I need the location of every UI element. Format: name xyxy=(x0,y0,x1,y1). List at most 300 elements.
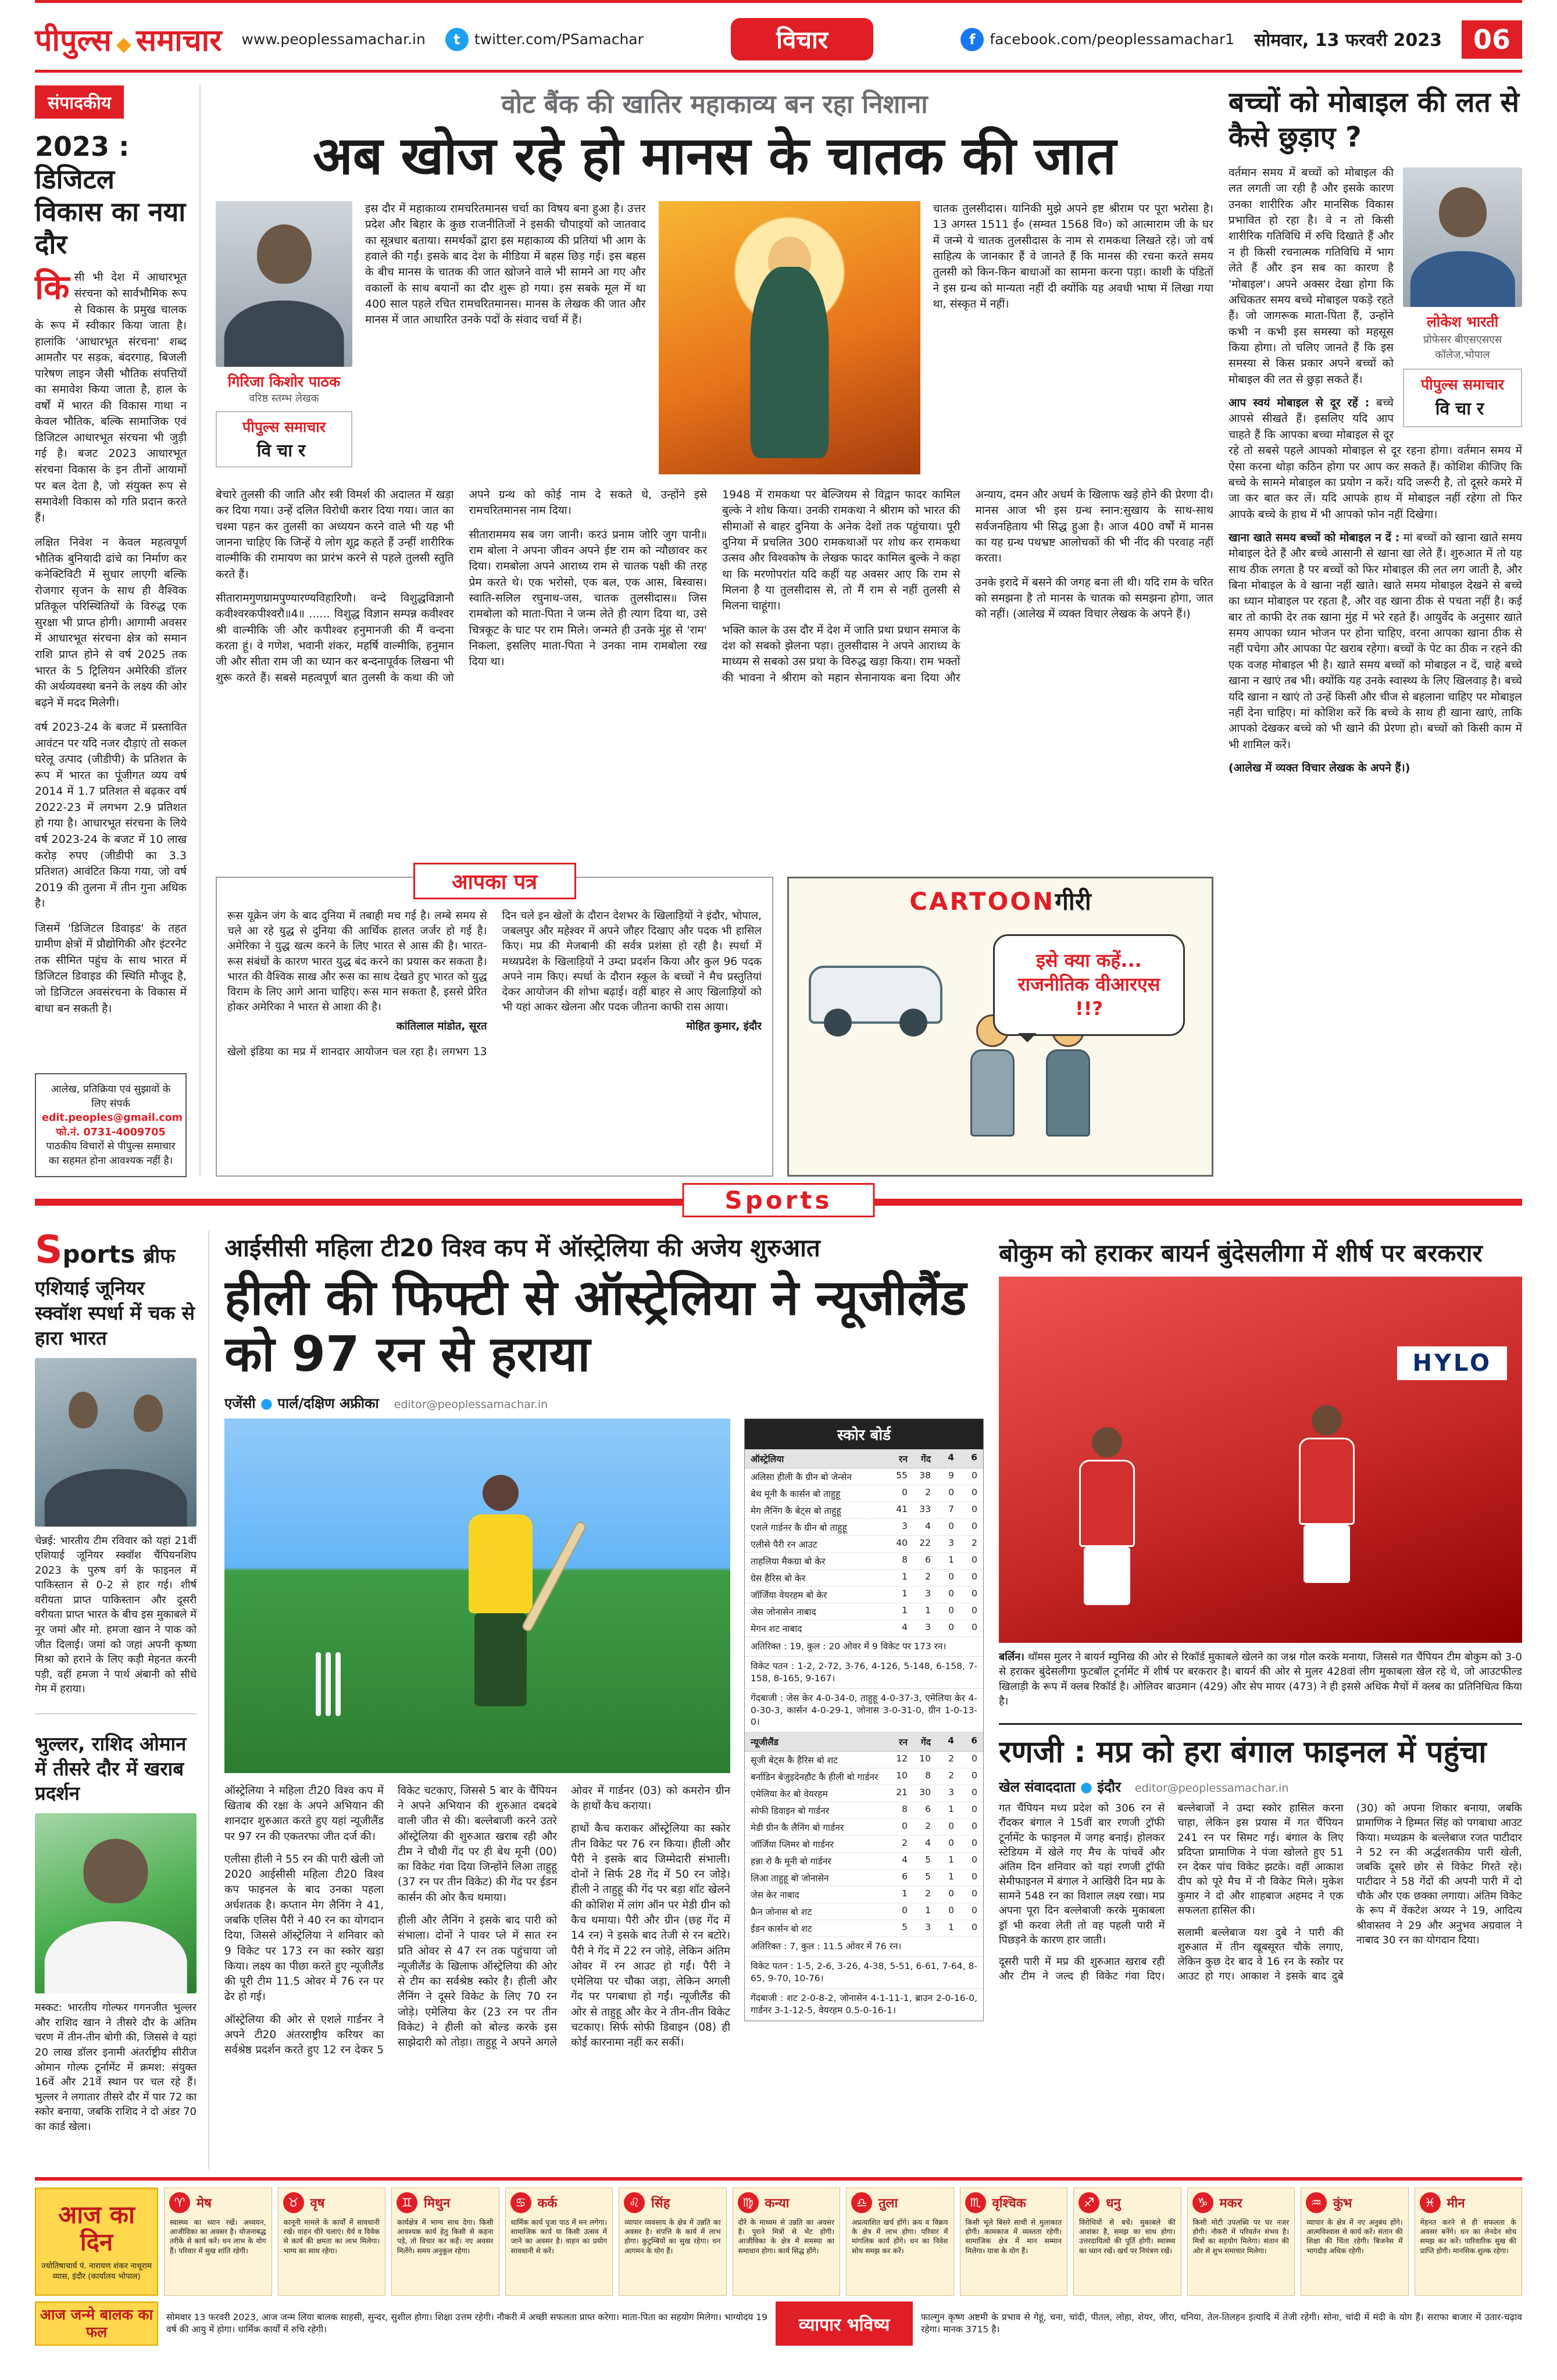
football-photo xyxy=(999,1277,1522,1643)
scoreboard-row xyxy=(745,1819,983,1836)
scoreboard-row xyxy=(745,1620,983,1637)
cartoon-figure-2 xyxy=(1039,1014,1097,1160)
website-link[interactable] xyxy=(241,31,425,48)
balls: 4 xyxy=(925,1520,931,1531)
sports-right-column xyxy=(999,1231,1522,2169)
ranji-agency xyxy=(999,1777,1121,1796)
zodiac-name: तुला xyxy=(879,2196,898,2211)
dateline: पार्ल/दक्षिण अफ्रीका xyxy=(277,1395,379,1411)
batter-name: मेडी ग्रीन कै लैनिंग बो गार्डनर xyxy=(751,1822,844,1834)
scoreboard-row xyxy=(745,1586,983,1603)
mobile-subhead: आप स्वयं मोबाइल से दूर रहें : xyxy=(1229,396,1370,410)
golfer-photo xyxy=(35,1813,197,1993)
cricket-byline xyxy=(224,1393,984,1413)
author-role: वरिष्ठ स्तम्भ लेखक xyxy=(249,392,319,405)
balls: 5 xyxy=(925,1871,931,1882)
brand-word-1: पीपुल्स xyxy=(35,23,112,58)
fours: 0 xyxy=(948,1571,954,1582)
zodiac-name: मकर xyxy=(1219,2196,1242,2211)
batter-name: अलिसा हीली कै ग्रीन बो जेन्सेन xyxy=(751,1471,852,1482)
batter-name: ईडन कार्सन बो शट xyxy=(751,1924,812,1935)
football-headline: बोकुम को हराकर बायर्न बुंदेसलीगा में शीर्ष पर बरकरार xyxy=(999,1239,1483,1267)
zodiac-icon: ♋ xyxy=(510,2192,531,2213)
brand-card-top: पीपुल्स समाचार xyxy=(242,418,326,435)
fours: 9 xyxy=(948,1470,954,1481)
cartoon-title-hi: गीरी xyxy=(1055,887,1091,916)
scoreboard-team1-header xyxy=(745,1449,983,1468)
mobile-author-photo-head xyxy=(1439,187,1487,237)
scoreboard-row xyxy=(745,1485,983,1502)
footballer-legs xyxy=(1084,1547,1130,1605)
zodiac-cell xyxy=(391,2188,499,2296)
fours: 1 xyxy=(948,1804,954,1815)
scoreboard-row xyxy=(745,1886,983,1903)
runs: 41 xyxy=(896,1503,908,1514)
mobile-paragraph-text: मां बच्चों को खाना खाते समय मोबाइल देते हैं और बच्चे आसानी से खाना खा लेते हैं। शुरुआत में तो यह साथ ठीक लगता है पर बच्चों को फिर मोबाइल की लत लग जाती है, और बिना मोबाइल के वे खाना नहीं खाते। खाते समय मोबाइल देखने से बच्चे का ध्यान मोबाइल पर रहता है, और वह खाना ठीक से पचता नहीं है। कई बार तो काफी देर तक खाना मुंह में भरे रहते हैं। आयुर्वेद के अनुसार खाते समय आपका ध्यान भोजन पर होना चाहिए, वरना आपका खाना ठीक से नहीं पचेगा और आपका पेट खराब रहेगा। बच्चों के पेट का ठीक न रहने की एक वजह मोबाइल भी है। खाते समय बच्चों को मोबाइल न दें, चाहे बच्चे खाना न खाएं तब भी। क्योंकि यह उनके स्वास्थ्य के लिए खिलवाड़ है। बच्चे यदि खाना न खाएं तो उन्हें किसी और चीज से बहलाना चाहिए पर मोबाइल नहीं देना चाहिए। मां कोशिश करें कि बच्चे के साथ ही खाना खाएं, ताकि आपको देखकर बच्चे को भी खाने की प्रेरणा हो। बच्चों को किसी काम में भी शामिल करें। xyxy=(1229,531,1522,751)
mobile-author-photo xyxy=(1403,167,1522,307)
scoreboard-note: विकेट पतन : 1-5, 2-6, 3-26, 4-38, 5-51, 6-61, 7-64, 8-65, 9-70, 10-76। xyxy=(745,1957,983,1989)
cricket-kicker: आईसीसी महिला टी20 विश्व कप में ऑस्ट्रेलिया की अजेय शुरुआत xyxy=(224,1234,820,1262)
ranji-body xyxy=(999,1801,1522,2103)
scoreboard-row xyxy=(745,1603,983,1620)
golf-story xyxy=(35,1713,197,2135)
twitter-icon: t xyxy=(445,28,469,51)
col-fours: 4 xyxy=(948,1452,954,1463)
zodiac-icon: ♈ xyxy=(169,2192,190,2213)
runs: 40 xyxy=(896,1537,908,1548)
ranji-story xyxy=(999,1723,1522,2103)
main-article-paragraph: भक्ति काल के उस दौर में देश में जाति प्रथा प्रधान समाज के दंश को सबको झेलना पड़ा। तुलसीदास ने अपने आराध्य के माध्यम से सबको उस प्रथा के विरुद्ध खड़ा किया। राम भक्तों की भावना ने श्रीराम को महान सेनानायक बना दिया और अन्याय, दमन और अधर्म के खिलाफ खड़े होने की प्रेरणा दी। मानस आज भी इस ग्रन्थ स्नान:सुखाय के साथ-साथ सर्वजनहिताय भी सिद्ध हुआ है। आज 400 वर्षों में मानस का यह ग्रन्थ पथभ्रष्ट आलोचकों की भी नींद की परवाह नहीं करता। xyxy=(722,488,1213,684)
scoreboard-row xyxy=(745,1468,983,1485)
main-article-paragraph: सीताराममय सब जग जानी। करउं प्रनाम जोरि जुग पानी॥ राम बोला ने अपना जीवन अपने ईष्ट राम को न्यौछावर कर दिया। रामबोला अपने आराध्य राम से चातक पक्षी की तरह प्रेम करते थे। एक भरोसो, एक बल, एक आस, बिस्वास। स्वाति-सलिल रघुनाथ-जस, चातक तुलसीदास॥ जिस रामबोला को माता-पिता ने जन्म लेते ही त्याग दिया था, उसे चित्रकूट के घाट पर राम मिले। जन्मते ही उनके मुंह से 'राम' निकला, इसलिए माता-पिता ने उनका नाम रामबोला रख दिया था। xyxy=(469,528,707,669)
brand-diamond-icon: ◆ xyxy=(116,33,131,56)
football-caption-lead: बर्लिन। xyxy=(999,1650,1024,1663)
sixes: 0 xyxy=(972,1470,977,1481)
letters-list xyxy=(227,909,762,1159)
brand-card xyxy=(1403,369,1522,427)
brand-logo xyxy=(35,19,222,60)
batter-name: लिआ ताहुहू बो जोनासेन xyxy=(751,1873,829,1884)
sports-brief-logo-rest: ports xyxy=(62,1240,135,1268)
cartoon-title xyxy=(795,884,1206,917)
football-caption xyxy=(999,1650,1522,1709)
main-article-paragraph: सीतारामगुणग्रामपुण्यारण्यविहारिणौ। वन्दे विशुद्धविज्ञानौ कवीश्वरकपीश्वरौ॥4॥ ...... विशुद्ध विज्ञान सम्पन्न कवीश्वर श्री वाल्मीकि जी और कपीश्वर हनुमानजी की मैं वन्दना करता हूं। वे गणेश, भवानी शंकर, महर्षि वाल्मीकि, हनुमान जी और सीता राम जी का ध्यान कर बन्दनापूर्वक लिखना भी शुरू करते हैं। सबसे महत्वपूर्ण बात तुलसी के कथा की जो अपने ग्रन्थ को कोई नाम दे सकते थे, उन्होंने इसे रामचरितमानस नाम दिया। xyxy=(216,488,707,684)
runs: 1 xyxy=(902,1571,908,1582)
balls: 3 xyxy=(925,1621,931,1632)
col-sixes: 6 xyxy=(971,1452,977,1463)
scoreboard-aus-notes xyxy=(745,1637,983,1733)
sixes: 0 xyxy=(972,1621,977,1632)
runs: 8 xyxy=(902,1804,908,1815)
scoreboard-nz-rows xyxy=(745,1752,983,1937)
ad-board: HYLO xyxy=(1397,1346,1507,1380)
horoscope-title: आज का दिन xyxy=(58,2200,135,2257)
zodiac-prediction: व्यापार के क्षेत्र में नए अनुबंध होंगे। आत्मविश्वास से कार्य करें। संतान की शिक्षा की चिंता रहेगी। बिजनेस में भागदौड़ अधिक रहेगी। xyxy=(1306,2218,1403,2255)
sports-brief-column xyxy=(35,1231,209,2169)
cricket-article xyxy=(224,1231,984,2169)
sixes: 0 xyxy=(972,1804,977,1815)
runs: 55 xyxy=(896,1470,908,1481)
ranji-email[interactable]: editor@peoplessamachar.in xyxy=(1134,1782,1289,1795)
runs: 4 xyxy=(902,1621,908,1632)
scoreboard-row xyxy=(745,1768,983,1785)
facebook-url[interactable]: facebook.com/peoplessamachar1 xyxy=(990,31,1235,48)
zodiac-cell xyxy=(278,2188,386,2296)
batter-name: बर्नाडिन बेजुइदेनहौट कै हीली बो गार्डनर xyxy=(751,1772,879,1783)
scoreboard-note: गेंदबाजी : जेस केर 4-0-34-0, ताहुहू 4-0-37-3, एमेलिया केर 4-0-30-3, कार्सन 4-0-29-1, जोनास 3-0-31-0, ग्रीन 1-0-13-0। xyxy=(745,1689,983,1733)
scoreboard-row xyxy=(745,1802,983,1819)
zodiac-name: कुंभ xyxy=(1333,2196,1352,2211)
footer-bottom-row xyxy=(35,2302,1522,2346)
facebook-link[interactable] xyxy=(960,28,1234,51)
col-balls: गेंद xyxy=(921,1453,931,1464)
zodiac-prediction: किसी मोटी उपलब्धि पर घर नजर होगी। नौकरी में परिवर्तन संभव है। मित्रों का सहयोग मिलेगा। संतान की ओर से शुभ समाचार मिलेगा। xyxy=(1192,2218,1289,2255)
col-runs: रन xyxy=(899,1737,908,1748)
scoreboard-row xyxy=(745,1920,983,1937)
sports-brief-logo xyxy=(35,1231,197,1272)
fours: 2 xyxy=(948,1770,954,1781)
contact-heading: आलेख, प्रतिक्रिया एवं सुझावों के लिए संपर्क xyxy=(51,1084,171,1110)
zodiac-prediction: दौरे के माध्यम से उन्नति का अवसर है। पुराने मित्रों से भेंट होगी। आजीविका के क्षेत्र में समस्या का समाधान होगा। कार्य सिद्ध होंगे। xyxy=(738,2218,834,2255)
footballer-silhouette xyxy=(1292,1405,1362,1591)
brand-word-2: समाचार xyxy=(135,23,222,58)
horoscope-row xyxy=(35,2188,1522,2296)
sixes: 0 xyxy=(972,1554,977,1565)
zodiac-icon: ♍ xyxy=(738,2192,759,2213)
sixes: 0 xyxy=(972,1770,977,1781)
mobile-paragraph-text: बच्चे आपसे सीखते हैं। इसलिए यदि आप चाहते हैं कि आपका बच्चा मोबाइल से दूर रहे तो सबसे पहले आपको मोबाइल से दूर रहना होगा। वर्तमान समय में ऐसा करना थोड़ा कठिन होगा पर आप कर सकते हैं। कोशिश कीजिए कि बच्चे के सामने मोबाइल का प्रयोग न करें। यदि जरूरी है, तो दूसरे कमरे में जा कर बात कर लें। यदि आपके हाथ में मोबाइल नहीं रहेगा तो फिर आपके बच्चे के हाथ में भी आपको फोन नहीं दिखेगा। xyxy=(1229,396,1522,521)
fours: 0 xyxy=(948,1905,954,1916)
zodiac-name: धनु xyxy=(1106,2196,1121,2211)
ranji-paragraph: गत चैंपियन मध्य प्रदेश को 306 रन से रौंदकर बंगाल ने 15वीं बार रणजी ट्रॉफी टूर्नामेंट के फाइनल में जगह बनाई। होलकर स्टेडियम में खेले गए मैच के पांचवें और अंतिम दिन शनिवार को यहां रणजी ट्रॉफी सेमीफाइनल में बंगाल ने आखिरी दिन मप्र के सामने 548 रन का विशाल लक्ष्य रखा। मप्र अपना पूरा दिन बल्लेबाजी करके मुकाबला ड्रॉ भी करवा लेती तो वह पहली पारी में पिछड़ने के कारण हार जाती। xyxy=(999,1802,1165,1946)
sixes: 0 xyxy=(972,1821,977,1832)
footballer-head xyxy=(1312,1405,1342,1435)
fours: 3 xyxy=(948,1537,954,1548)
author-name: गिरिजा किशोर पाठक xyxy=(227,373,341,390)
squash-team-photo xyxy=(35,1358,197,1527)
zodiac-icon: ♎ xyxy=(851,2192,872,2213)
fours: 1 xyxy=(948,1554,954,1565)
cricket-body xyxy=(224,1784,730,2156)
batter-name: एमेलिया केर बो वेयरहम xyxy=(751,1789,828,1800)
fours: 7 xyxy=(948,1503,954,1514)
cartoon-figure-body xyxy=(970,1049,1015,1137)
zodiac-icon: ♊ xyxy=(397,2192,417,2213)
runs: 10 xyxy=(896,1770,908,1781)
scoreboard-row xyxy=(745,1752,983,1768)
runs: 21 xyxy=(896,1787,908,1798)
sixes: 0 xyxy=(972,1787,977,1798)
horoscope-section xyxy=(35,2177,1522,2346)
zodiac-name: मेष xyxy=(197,2196,212,2211)
masthead xyxy=(0,3,1557,70)
zodiac-name: वृश्चिक xyxy=(992,2196,1026,2211)
editorial-paragraph: लक्षित निवेश न केवल महत्वपूर्ण भौतिक बुनियादी ढांचे का निर्माण कर कनेक्टिविटी में सुधार लाएगी बल्कि रोजगार सृजन के साथ ही वैश्विक प्रतिकूल परिस्थितियों के विरुद्ध एक सुरक्षा भी प्राप्त होगी। आगामी अवसर में आधारभूत संरचना क्षेत्र को समान राशि प्राप्त होने से वर्ष 2025 तक भारत के 5 ट्रिलियन अमेरिकी डॉलर की अर्थव्यवस्था बनने के लक्ष्य की ओर बढ़ने में मदद मिलेगी। xyxy=(35,536,187,709)
footballer-head xyxy=(1092,1427,1122,1457)
mobile-subhead: खाना खाते समय बच्चों को मोबाइल न दें : xyxy=(1229,531,1400,544)
facebook-icon: f xyxy=(960,28,984,51)
footballer-silhouette xyxy=(1072,1427,1142,1613)
astrologer-name: ज्योतिषाचार्य पं. नारायण शंकर नाथूराम व्यास, इंदौर (कार्यालय भोपाल) xyxy=(41,2261,152,2282)
main-article-paragraph: बेचारे तुलसी की जाति और स्त्री विमर्श की अदालत में खड़ा कर दिया गया। उन्हें दलित विरोधी करार दिया गया। जात का चश्मा पहन कर तुलसी का अध्ययन करने वाले भी यह भी जानना चाहिए कि जिन्हें ये लोग शूद्र कहते हैं उन्हीं शारीरिक वाल्मीकि की रामायण का प्रारंभ करने से पहले तुलसी स्तुति करते हैं। xyxy=(216,488,454,581)
main-article-top-row xyxy=(216,201,1213,474)
scoreboard xyxy=(744,1418,984,2021)
zodiac-prediction: किसी भूले बिसरे साथी से मुलाकात होगी। कामकाज में व्यस्तता रहेगी। सामाजिक क्षेत्र में मान सम्मान मिलेगा। यात्रा के योग हैं। xyxy=(965,2218,1062,2255)
zodiac-cell xyxy=(733,2188,841,2296)
cricket-headline: हीली की फिफ्टी से ऑस्ट्रेलिया ने न्यूजीलैंड को 97 रन से हराया xyxy=(224,1269,967,1383)
cricket-paragraph: एलीसा हीली ने 55 रन की पारी खेली जो 2020 आईसीसी महिला टी20 विश्व कप फाइनल के बाद उनका पहला अर्धशतक है। कप्तान मेग लैनिंग ने 41, जबकि एलिस पैरी ने 40 रन का योगदान दिया, जिससे ऑस्ट्रेलिया ने शनिवार को 9 विकेट पर 173 रन का स्कोर खड़ा किया। लक्ष्य का पीछा करते हुए न्यूजीलैंड की पूरी टीम 11.5 ओवर में 76 रन पर ढेर हो गई। xyxy=(224,1853,384,2003)
brand-card-bottom: विचार xyxy=(256,440,312,461)
main-article-col-a: इस दौर में महाकाव्य रामचरितमानस चर्चा का विषय बना हुआ है। उत्तर प्रदेश और बिहार के कुछ राजनीतिजों ने इसकी चौपाइयों को जातवाद का सूत्रधार बताया। समर्थकों द्वारा इस महाकाव्य की प्रतियां भी आग के हवाले की गईं। इसके बाद देश के मीडिया में बहस छिड़ गई। इस बहस के बीच मानस के चातक की जात खोजने वाले भी सामने आ गए और वकालों के साथ बयानों का दौर शुरू हो गया। इस सबके मूल में था 400 साल पहले रचित रामचरितमानस। मानस के लेखक की जात और मानस में जात आधारित उनके पदों के संवाद चर्चा में हैं। xyxy=(365,202,646,327)
sixes: 0 xyxy=(972,1854,977,1866)
golf-body: मस्कट: भारतीय गोल्फर गगनजीत भुल्लर और राशिद खान ने तीसरे दौर के अंतिम चरण में तीन-तीन बोगी की, जिससे वे यहां 20 लाख डॉलर इनामी अंतर्राष्ट्रीय सीरीज ओमान गोल्फ टूर्नामेंट में क्रमश: संयुक्त 16वें और 21वें स्थान पर चल रहे हैं। भुल्लर ने लगातार तीसरे दौर में पार 72 का स्कोर बनाया, जबकि राशिद ने दो अंडर 70 का कार्ड खेला। xyxy=(35,2002,197,2133)
balls: 10 xyxy=(919,1753,931,1764)
brand-card xyxy=(216,411,352,467)
scoreboard-row xyxy=(745,1903,983,1920)
editorial-tab: संपादकीय xyxy=(35,85,124,119)
col-balls: गेंद xyxy=(921,1737,931,1748)
scoreboard-title: स्कोर बोर्ड xyxy=(745,1419,983,1449)
sixes: 0 xyxy=(972,1571,977,1582)
squash-body: चेन्नई: भारतीय टीम रविवार को यहां 21वीं एशियाई जूनियर स्क्वॉश चैंपियनशिप 2023 के पुरुष वर्ग के फाइनल में पाकिस्तान से 0-2 से हार गई। शीर्ष वरीयता प्राप्त पाकिस्तान और दूसरी वरीयता प्राप्त भारत के बीच इस मुकाबले में नूर जमां और मो. हमजा खान ने पाक को जीत दिलाई। जमां को जहां अपनी कृष्णा मिश्रा को हराने के लिए कड़ी मेहनत करनी पड़ी, वहीं हमजा ने पार्थ अंबानी को सीधे गेम में हराया। xyxy=(35,1534,197,1696)
fours: 0 xyxy=(948,1486,954,1498)
stumps-icon xyxy=(316,1652,341,1716)
horoscope-title-box xyxy=(35,2188,158,2296)
ranji-paragraph: दूसरी पारी में मप्र की शुरुआत खराब रही और टीम ने जल्द ही विकेट गंवा दिए। बल्लेबाजों ने उम्दा स्कोर हासिल करना चाहा, लेकिन इस प्रयास में गत चैंपियन 241 रन पर सिमट गई। बंगाल के लिए प्रदिप्ता प्रामाणिक ने पंजा खोलते हुए 51 रन देकर पांच विकेट झटके। वहीं आकाश दीप को पूरे मैच में नौ विकेट मिले। मुकेश कुमार ने दो और शाहबाज अहमद ने एक सफलता हासिल की। xyxy=(999,1802,1344,1983)
sports-brief-logo-s: S xyxy=(35,1231,63,1272)
zodiac-prediction: कार्यक्षेत्र में भाग्य साथ देगा। किसी आवश्यक कार्य हेतु किसी से कहना पड़े, तो विचार कर कहें। नए अवसर मिलेंगे। समय अनुकूल रहेगा। xyxy=(397,2218,494,2255)
fours: 0 xyxy=(948,1604,954,1616)
main-article-body xyxy=(216,487,1213,848)
col-runs: रन xyxy=(899,1453,908,1464)
agency-name: एजेंसी xyxy=(224,1395,256,1411)
zodiac-cell xyxy=(1301,2188,1409,2296)
col-sixes: 6 xyxy=(971,1735,977,1746)
cricket-paragraph: ऑस्ट्रेलिया ने महिला टी20 विश्व कप में खिताब की रक्षा के अपने अभियान की शानदार शुरुआत करते हुए यहां न्यूजीलैंड पर 97 रन की एकतरफा जीत दर्ज की। xyxy=(224,1784,384,1843)
ranji-paragraph: सलामी बल्लेबाज यश दुबे ने पारी की शुरुआत में तीन खूबसूरत चौके लगाए, लेकिन कुछ देर बाद वे 16 रन के स्कोर पर आउट हो गए। आकाश ने इसके बाद दुबे (30) को अपना शिकार बनाया, जबकि प्रामाणिक ने हिम्मत सिंह को पगबाधा आउट किया। मध्यक्रम के बल्लेबाज रजत पाटीदार ने 52 रन की अर्द्धशतकीय पारी खेली, जबकि दूसरे छोर से विकेट गिरते रहे। पाटीदार ने 58 गेंदों की अपनी पारी में दो चौके और एक छक्का लगाया। अंतिम विकेट के रूप में वेंकटेश अय्यर ने 19, आदित्य श्रीवास्तव ने 29 और अनुभव अग्रवाल ने नाबाद 30 रन का योगदान दिया। xyxy=(1177,1802,1522,1983)
team1-name: ऑस्ट्रेलिया xyxy=(751,1453,784,1464)
zodiac-icon: ♑ xyxy=(1192,2192,1213,2213)
author-card xyxy=(216,201,352,474)
editorial-body xyxy=(35,267,187,1025)
col-fours: 4 xyxy=(948,1735,954,1746)
mobile-article-disclaimer: (आलेख में व्यक्त विचार लेखक के अपने हैं।) xyxy=(1229,761,1410,774)
batter-name: जॉर्जिया प्लिमर बो गार्डनर xyxy=(751,1839,834,1850)
balls: 38 xyxy=(919,1470,931,1481)
zodiac-prediction: कानूनी मामले के कार्यों में सावधानी रखें। वाहन धीरे चलाएं। धैर्य व विवेक से कार्य की क्षमता का लाभ मिलेगा। भाग्य का साथ रहेगा। xyxy=(283,2218,380,2255)
runs: 3 xyxy=(902,1520,908,1531)
balls: 5 xyxy=(925,1854,931,1866)
scoreboard-aus-rows xyxy=(745,1468,983,1637)
balls: 3 xyxy=(925,1922,931,1933)
zodiac-cell xyxy=(960,2188,1068,2296)
sixes: 0 xyxy=(972,1922,977,1933)
photo-person-head xyxy=(134,1395,163,1432)
birth-result-label: आज जन्मे बालक का फल xyxy=(35,2302,158,2346)
balls: 8 xyxy=(925,1770,931,1781)
car-wheel-icon xyxy=(899,1009,927,1037)
scoreboard-row xyxy=(745,1870,983,1886)
zodiac-cell xyxy=(846,2188,954,2296)
author-photo-torso xyxy=(224,301,344,367)
scoreboard-row xyxy=(745,1785,983,1802)
mobile-author-name: लोकेश भारती xyxy=(1426,313,1499,331)
sports-brief-logo-hi: ब्रीफ xyxy=(143,1245,176,1268)
scoreboard-note: अतिरिक्त : 19, कुल : 20 ओवर में 9 विकेट पर 173 रन। xyxy=(745,1637,983,1657)
squash-headline: एशियाई जूनियर स्क्वॉश स्पर्धा में चक से हारा भारत xyxy=(35,1277,195,1349)
scoreboard-note: गेंदबाजी : शट 2-0-8-2, जोनासेन 4-1-11-1, ब्राउन 2-0-16-0, गार्डनर 3-1-12-5, वेयरहम 0.5-0-16-1। xyxy=(745,1989,983,2021)
balls: 2 xyxy=(925,1571,931,1582)
batter-name: एशले गार्डनर कै ग्रीन बो ताहुहू xyxy=(751,1522,847,1533)
mobile-paragraph-text: वर्तमान समय में बच्चों को मोबाइल की लत लगती जा रही है और इसके कारण उनका शारीरिक और मानसिक विकास प्रभावित हो रहा है। वे न तो किसी शारीरिक गतिविधि में रुचि दिखाते हैं और न ही किसी रचनात्मक गतिविधि में भाग लेते हैं और इन सब का कारण है 'मोबाइल'। अपने अक्सर देखा होगा कि अधिकतर समय बच्चे मोबाइल पकड़े रहते हैं। जो जागरूक माता-पिता हैं, उन्होंने कभी न कभी इस समस्या को महसूस किया होगा। तो चलिए जानते हैं कि इस समस्या से किस प्रकार अपने बच्चों को मोबाइल की लत से छुड़ा सकते हैं। xyxy=(1229,166,1394,386)
mobile-author-card xyxy=(1403,167,1522,427)
batter-silhouette xyxy=(457,1475,544,1725)
section-label: विचार xyxy=(731,18,873,60)
editorial-column xyxy=(35,85,201,1177)
batter-legs xyxy=(474,1613,527,1706)
brand-card-top: पीपुल्स समाचार xyxy=(1421,376,1504,393)
car-wheel-icon xyxy=(824,1009,852,1037)
sixes: 0 xyxy=(972,1905,977,1916)
sixes: 0 xyxy=(972,1888,977,1899)
birth-result-text: सोमवार 13 फरवरी 2023, आज जन्म लिया बालक साहसी, सुन्दर, सुशील होगा। शिक्षा उत्तम रहेगी। नौकरी में अच्छी सफलता प्राप्त करेगा। माता-पिता का सहयोग मिलेगा। भाग्योदय 19 वर्ष की आयु में होगा। धार्मिक कार्यों में रुचि रहेगी। xyxy=(166,2311,767,2335)
cricket-photo xyxy=(224,1418,730,1773)
fours: 1 xyxy=(948,1871,954,1882)
dateline: इंदौर xyxy=(1097,1779,1121,1796)
sixes: 0 xyxy=(972,1871,977,1882)
zodiac-cell xyxy=(619,2188,727,2296)
zodiac-cells xyxy=(164,2188,1522,2296)
twitter-link[interactable] xyxy=(445,28,644,51)
batter-name: जॉर्जिया वेयरहम बो केर xyxy=(751,1589,827,1600)
golfer-photo-torso xyxy=(45,1921,187,1993)
ranji-byline xyxy=(999,1777,1522,1796)
scoreboard-row xyxy=(745,1853,983,1870)
zodiac-name: वृष xyxy=(310,2196,325,2211)
fours: 0 xyxy=(948,1888,954,1899)
runs: 1 xyxy=(902,1588,908,1599)
scoreboard-row xyxy=(745,1836,983,1853)
batter-name: सोफी डिवाइन बो गार्डनर xyxy=(751,1806,830,1817)
photo-person-head xyxy=(69,1392,98,1429)
footballer-legs xyxy=(1304,1525,1350,1583)
zodiac-cell xyxy=(505,2188,613,2296)
balls: 6 xyxy=(925,1804,931,1815)
batter-name: बेथ मूनी कै कार्सन बो ताहुहू xyxy=(751,1488,841,1499)
letter-item xyxy=(227,910,487,1034)
sixes: 0 xyxy=(972,1753,977,1764)
main-kicker: वोट बैंक की खातिर महाकाव्य बन रहा निशाना xyxy=(501,90,928,119)
fours: 1 xyxy=(948,1922,954,1933)
scoreboard-note: अतिरिक्त : 7, कुल : 11.5 ओवर में 76 रन। xyxy=(745,1937,983,1957)
author-photo xyxy=(216,201,352,367)
letter-signature: मोहित कुमार, इंदौर xyxy=(686,1020,762,1032)
runs: 0 xyxy=(902,1821,908,1832)
scoreboard-nz-notes xyxy=(745,1937,983,2021)
cartoon-car xyxy=(809,966,942,1024)
balls: 2 xyxy=(925,1888,931,1899)
scoreboard-row xyxy=(745,1570,983,1586)
contact-email[interactable]: edit.peoples@gmail.com फो.नं. 0731-4009705 xyxy=(42,1112,183,1138)
website-url[interactable]: www.peoplessamachar.in xyxy=(241,31,426,48)
zodiac-name: सिंह xyxy=(651,2196,670,2211)
balls: 2 xyxy=(925,1821,931,1832)
fours: 0 xyxy=(948,1821,954,1832)
mobile-author-photo-torso xyxy=(1410,251,1515,307)
team2-name: न्यूजीलैंड xyxy=(751,1737,779,1748)
runs: 4 xyxy=(902,1854,908,1866)
author-photo-head xyxy=(257,224,312,284)
cricket-main-row xyxy=(224,1418,984,2156)
cricket-paragraph: हीली और लैनिंग ने इसके बाद पारी को संभाला। दोनों ने पावर प्ले में सात रन प्रति ओवर से 47 रन तक पहुंचाया जो न्यूजीलैंड के खिलाफ ऑस्ट्रेलिया की ओर से टीम का सर्वश्रेष्ठ स्कोर है। हीली और लैनिंग ने दूसरे विकेट के लिए 70 रन जोड़े। एमेलिया केर (23 रन पर तीन विकेट) ने हीली को बोल्ड करके इस साझेदारी को तोड़ा। ताहुहू ने अपने अगले ओवर में गार्डनर (03) को कमरोन ग्रीन के हाथों कैच कराया। xyxy=(398,1784,730,2049)
batter-name: मेग लैनिंग कै बेट्स बो ताहुहू xyxy=(751,1505,841,1516)
center-bottom-row xyxy=(216,863,1213,1177)
balls: 22 xyxy=(919,1537,931,1548)
photo-person-torso xyxy=(45,1469,187,1527)
zodiac-prediction: मेहनत करने से ही सफलता के अवसर बनेंगे। धन का लेनदेन सोच समझ कर करें। पारिवारिक सुख की प्राप्ति होगी। मानसिक शुल्क रहेगा। xyxy=(1420,2218,1516,2255)
ram-illustration xyxy=(659,201,920,474)
runs: 5 xyxy=(902,1922,908,1933)
sixes: 0 xyxy=(972,1838,977,1849)
sixes: 0 xyxy=(972,1588,977,1599)
scoreboard-row xyxy=(745,1536,983,1553)
balls: 1 xyxy=(925,1905,931,1916)
zodiac-cell xyxy=(164,2188,272,2296)
batter-name: ग्रेस हैरिस बो केर xyxy=(751,1573,806,1584)
zodiac-name: मिथुन xyxy=(424,2196,451,2211)
cricket-email[interactable]: editor@peoplessamachar.in xyxy=(394,1398,548,1411)
runs: 12 xyxy=(896,1753,908,1764)
sixes: 0 xyxy=(972,1486,977,1498)
ranji-headline: रणजी : मप्र को हरा बंगाल फाइनल में पहुंचा xyxy=(999,1734,1487,1770)
runs: 1 xyxy=(902,1604,908,1616)
balls: 30 xyxy=(919,1787,931,1798)
cricket-left xyxy=(224,1418,730,2156)
main-article-paragraph: उनके इरादे में बसने की जगह बना ली थी। यदि राम के चरित को समझना है तो मानस के चातक को समझना होगा, जात को नहीं। (आलेख में व्यक्त विचार लेखक के अपने हैं।) xyxy=(975,576,1213,621)
cricket-paragraph: हाथों कैच कराकर ऑस्ट्रेलिया का स्कोर तीन विकेट पर 76 रन किया। हीली और पैरी ने इसके बाद जिम्मेदारी संभाली। दोनों ने सिर्फ 28 गेंद में 50 रन जोड़े। हीली ने ताहुहू की गेंद पर बड़ा शॉट खेलने की कोशिश में लांग ऑन पर मेडी ग्रीन को कैच थमाया। पैरी और ग्रीन (छह गेंद में 14 रन) ने इसके बाद तेजी से रन बटोरे। पैरी ने गेंद में 22 रन जोड़े, लेकिन अंतिम ओवर में रन आउट हो गईं। पैरी ने एमेलिया पर चौका जड़ा, लेकिन अगली गेंद पर पगबाधा हो गईं। न्यूजीलैंड की ओर से ताहुहू और केर ने तीन-तीन विकेट चटकाए। सिर्फ सोफी डिवाइन (08) ही कोई कारनामा नहीं कर सकीं। xyxy=(571,1822,730,2049)
zodiac-prediction: स्वास्थ्य का ध्यान रखें। अध्ययन, आजीविका का अवसर है। योजनाबद्ध तरीके से कार्य करें। धन लाभ के योग हैं। परिवार में सुख शांति रहेगी। xyxy=(170,2218,266,2255)
fours: 0 xyxy=(948,1588,954,1599)
twitter-url[interactable]: twitter.com/PSamachar xyxy=(474,31,644,48)
zodiac-name: मीन xyxy=(1447,2196,1465,2211)
brand-card-bottom: विचार xyxy=(1435,398,1490,419)
batter-name: ताहलिया मैकग्रा बो केर xyxy=(751,1556,826,1567)
cricket-agency xyxy=(224,1393,379,1413)
balls: 2 xyxy=(925,1486,931,1498)
zodiac-cell xyxy=(1187,2188,1295,2296)
byline-dot-icon: ● xyxy=(260,1395,273,1411)
letter-text: खेलो इंडिया का मप्र में शानदार आयोजन चल रहा है। लगभग 13 दिन चले इन खेलों के दौरान देशभर के खिलाड़ियों ने इंदौर, भोपाल, जबलपुर और महेश्वर में अपने जौहर दिखाए और पदक भी हासिल किए। मप्र की मेजबानी की सर्वत्र प्रशंसा हो रही है। स्पर्धा में मध्यप्रदेश के खिलाड़ियों ने उम्दा प्रदर्शन किया और कुल 96 पदक अपने नाम किए। स्पर्धा के दौरान स्कूल के बच्चों ने मैच प्रस्तुतियां देकर आयोजन की शोभा बढ़ाई। वहीं बाहर से आए खिलाड़ियों को भी यहां आकर खेलना और पदक जीतना काफी रास आया। xyxy=(227,909,762,1058)
cartoon-speech-bubble: इसे क्या कहें... राजनीतिक वीआरएस !!? xyxy=(993,934,1185,1036)
letters-title: आपका पत्र xyxy=(413,863,576,899)
cartoon-title-en: CARTOON xyxy=(909,887,1055,916)
mobile-article-paragraph xyxy=(1229,530,1522,753)
editorial-paragraph: जिसमें 'डिजिटल डिवाइड' के तहत ग्रामीण क्षेत्रों में प्रौद्योगिकी और इंटरनेट तक सीमित पहुंच के साथ भारत में डिजिटल डिवाइड की स्थिति मौजूद है, जो डिजिटल अवसंरचना के विकास में बाधा बन सकती है। xyxy=(35,921,187,1015)
letters-box xyxy=(216,870,773,1177)
zodiac-prediction: विरोधियों से बचें। मुकाबले की आशंका है, समझ का साथ होगा। उत्तरदायित्वों की पूर्ति होगी। स्वास्थ्य का ध्यान रखें। खर्च पर नियंत्रण रखें। xyxy=(1079,2218,1176,2255)
sixes: 0 xyxy=(972,1503,977,1514)
runs: 2 xyxy=(902,1838,908,1849)
editorial-paragraph: वर्ष 2023-24 के बजट में प्रस्तावित आवंटन पर यदि नजर दौड़ाएं तो सकल घरेलू उत्पाद (जीडीपी) के प्रतिशत के रूप में भारत का पूंजीगत व्यय वर्ष 2014 में 1.7 प्रतिशत से बढ़कर वर्ष 2022-23 में लगभग 2.9 प्रतिशत हो गया है। आधारभूत संरचना के लिये वर्ष 2023-24 के बजट में 10 लाख करोड़ रुपए (जीडीपी का 3.3 प्रतिशत) आवंटित किया गया, जो वर्ष 2019 की तुलना में तीन गुना अधिक है। xyxy=(35,721,187,910)
runs: 8 xyxy=(902,1554,908,1565)
main-article xyxy=(216,85,1213,1177)
runs: 1 xyxy=(902,1888,908,1899)
scoreboard-team2-header xyxy=(745,1732,983,1752)
batter-name: जेस केर नाबाद xyxy=(751,1890,799,1901)
batter-name: एलीसे पैरी रन आउट xyxy=(751,1539,817,1550)
scoreboard-row xyxy=(745,1502,983,1519)
contact-note: पाठकीय विचारों से पीपुल्स समाचार का सहमत होना आवश्यक नहीं है। xyxy=(46,1141,176,1167)
